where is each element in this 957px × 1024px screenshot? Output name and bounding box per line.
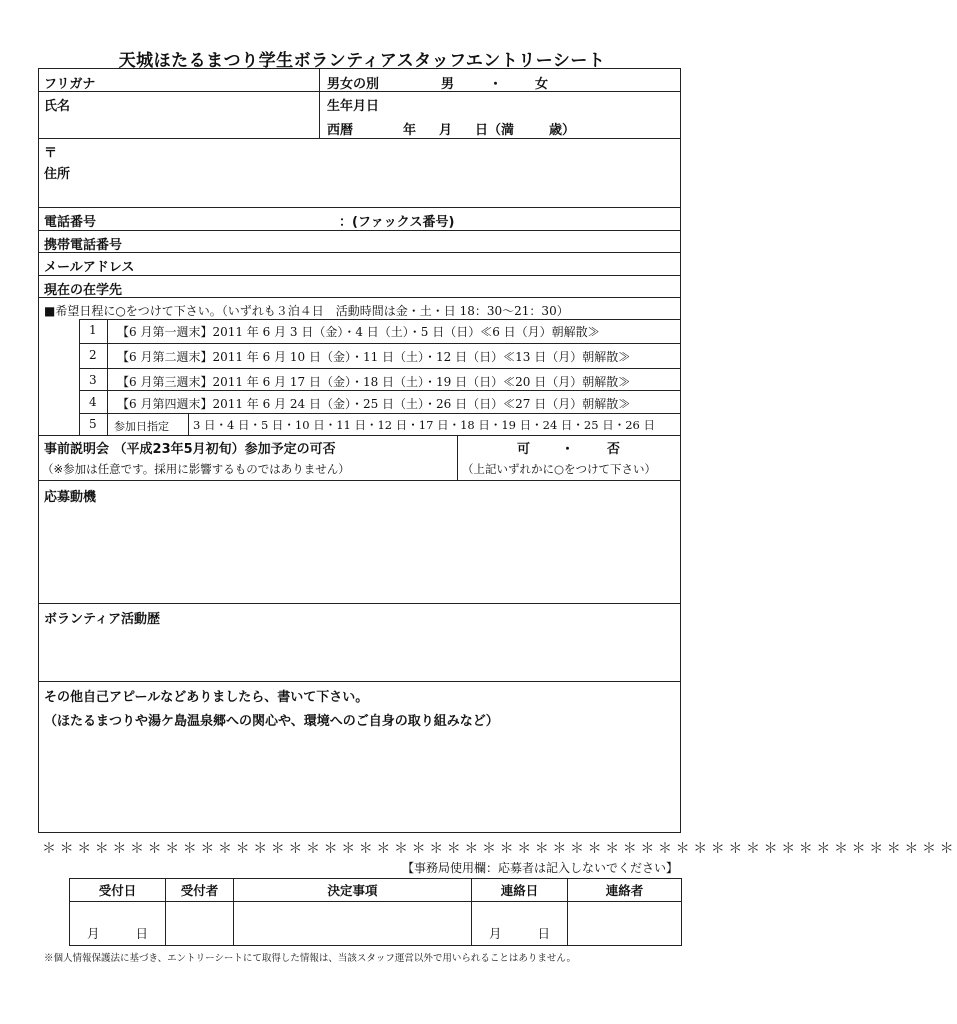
divider: [79, 368, 680, 369]
divider: [39, 138, 680, 139]
day-label: 日: [537, 926, 550, 941]
schedule-option[interactable]: 【6 月第四週末】2011 年 6 月 24 日（金）・25 日（土）・26 日（日）≪27 日（月）朝解散≫: [117, 397, 631, 411]
email-label: メールアドレス: [44, 260, 135, 275]
schedule-option[interactable]: 【6 月第一週末】2011 年 6 月 3 日（金）・4 日（土）・5 日（日）≪6 日（月）朝解散≫: [117, 325, 600, 339]
divider: [107, 319, 108, 435]
history-label: ボランティア活動歴: [44, 612, 160, 627]
divider: [188, 413, 189, 435]
office-header: 受付者: [166, 879, 234, 902]
schedule-num: 3: [89, 373, 97, 387]
schedule-option[interactable]: 【6 月第三週末】2011 年 6 月 17 日（金）・18 日（土）・19 日（日）≪20 日（月）朝解散≫: [117, 375, 631, 389]
birth-age-unit: 歳）: [549, 123, 576, 138]
office-use-note: 【事務局使用欄：応募者は記入しないでください】: [401, 861, 678, 875]
schedule-num: 4: [89, 395, 97, 409]
divider: [319, 69, 320, 138]
day-label: 日: [135, 926, 148, 941]
name-label: 氏名: [44, 99, 71, 114]
decision-cell: [234, 902, 472, 946]
divider: [457, 435, 458, 480]
gender-label: 男女の別: [327, 77, 380, 92]
divider: [39, 603, 680, 604]
divider: [39, 480, 680, 481]
divider: [79, 319, 680, 320]
gender-male-option[interactable]: 男: [441, 77, 455, 92]
office-header: 連絡者: [568, 879, 682, 902]
phone-label: 電話番号: [44, 215, 97, 230]
month-label: 月: [87, 926, 100, 941]
schedule-instruction: ■希望日程に○をつけて下さい。（いずれも３泊４日 活動時間は金・土・日 18：30〜21：30）: [44, 304, 569, 318]
briefing-separator: ・: [561, 442, 575, 457]
birth-day-age: 日（満: [475, 123, 515, 138]
gender-female-option[interactable]: 女: [535, 77, 549, 92]
schedule-custom-label: 参加日指定: [114, 420, 169, 433]
schedule-option[interactable]: 【6 月第二週末】2011 年 6 月 10 日（金）・11 日（土）・12 日（日）≪13 日（月）朝解散≫: [117, 350, 631, 364]
office-header: 受付日: [70, 879, 166, 902]
furigana-label: フリガナ: [44, 77, 96, 92]
office-header: 連絡日: [472, 879, 568, 902]
divider: [79, 390, 680, 391]
briefing-note: （※参加は任意です。採用に影響するものではありません）: [42, 462, 350, 476]
motivation-label: 応募動機: [44, 490, 97, 505]
entry-form: [38, 68, 681, 833]
divider: [79, 413, 680, 414]
divider: [79, 319, 80, 435]
privacy-note: ※個人情報保護法に基づき、エントリーシートにて取得した情報は、当該スタッフ運営以外で用いられることはありません。: [44, 953, 577, 964]
mobile-label: 携帯電話番号: [44, 238, 123, 253]
schedule-num: 5: [89, 417, 97, 431]
divider: [79, 343, 680, 344]
received-date-cell: [70, 902, 166, 946]
divider: [39, 681, 680, 682]
divider: [39, 230, 680, 231]
page-title: 天城ほたるまつり学生ボランティアスタッフエントリーシート: [118, 51, 606, 71]
gender-separator: ・: [489, 77, 503, 92]
receiver-cell: [166, 902, 234, 946]
divider: [39, 435, 680, 436]
divider: [39, 297, 680, 298]
schedule-custom-dates[interactable]: 3 日・4 日・5 日・10 日・11 日・12 日・17 日・18 日・19 日・24 日・25 日・26 日: [193, 418, 656, 432]
birth-label: 生年月日: [327, 99, 380, 114]
schedule-num: 1: [89, 323, 97, 337]
briefing-yes-option[interactable]: 可: [517, 442, 531, 457]
separator-stars: ＊＊＊＊＊＊＊＊＊＊＊＊＊＊＊＊＊＊＊＊＊＊＊＊＊＊＊＊＊＊＊＊＊＊＊＊＊＊＊＊＊＊＊＊＊＊＊＊＊＊＊＊: [42, 841, 957, 857]
divider: [39, 207, 680, 208]
briefing-title: 事前説明会 （平成23年5月初旬）参加予定の可否: [44, 442, 336, 457]
office-header: 決定事項: [234, 879, 472, 902]
fax-label: ：(ファックス番号): [339, 215, 455, 230]
birth-year: 年: [403, 123, 417, 138]
divider: [39, 275, 680, 276]
briefing-no-option[interactable]: 否: [607, 442, 621, 457]
contact-date-cell: [472, 902, 568, 946]
birth-era: 西暦: [327, 123, 354, 138]
schedule-num: 2: [89, 348, 97, 362]
appeal-label: その他自己アピールなどありましたら、書いて下さい。: [44, 690, 369, 705]
briefing-instruction: （上記いずれかに○をつけて下さい）: [462, 462, 657, 476]
school-label: 現在の在学先: [44, 283, 123, 298]
address-label: 住所: [44, 167, 71, 182]
month-label: 月: [489, 926, 502, 941]
contact-person-cell: [568, 902, 682, 946]
divider: [39, 252, 680, 253]
appeal-hint: （ほたるまつりや湯ケ島温泉郷への関心や、環境へのご自身の取り組みなど）: [44, 714, 499, 729]
birth-month: 月: [439, 123, 453, 138]
postal-mark: 〒: [44, 146, 58, 161]
office-use-table: [69, 878, 682, 946]
